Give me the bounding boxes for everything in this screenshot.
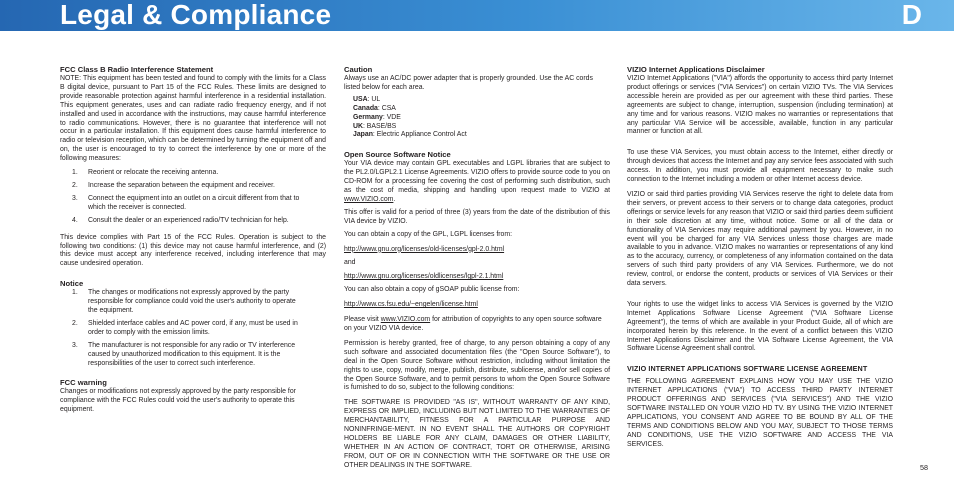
region-value: : UL (367, 95, 381, 103)
list-text: Shielded interface cables and AC power cord, if any, must be used in order to comply with the emission limits. (88, 319, 298, 336)
list-number: 3. (72, 194, 78, 202)
region-value: : VDE (382, 113, 401, 121)
list-number: 4. (72, 216, 78, 224)
oss-gsoap-intro: You can also obtain a copy of gSOAP public license from: (344, 286, 520, 294)
list-text: Consult the dealer or an experienced radio/TV technician for help. (88, 216, 289, 224)
list-number: 2. (72, 319, 78, 327)
list-item (353, 96, 610, 105)
vizio-link[interactable]: www.VIZIO.com (344, 195, 394, 203)
list-item (60, 289, 326, 316)
list-text: Increase the separation between the equipment and receiver. (88, 181, 275, 189)
list-item (60, 169, 326, 178)
region-label: Japan (353, 131, 373, 139)
chapter-title: Legal & Compliance (60, 0, 332, 30)
list-item (353, 105, 610, 114)
lgpl-license-link[interactable]: http://www.gnu.org/licenses/oldlicenses/lgpl-2.1.html (344, 273, 504, 281)
list-number: 2. (72, 181, 78, 189)
region-label: Canada (353, 104, 378, 112)
oss-permission-paragraph: Permission is hereby granted, free of charge, to any person obtaining a copy of any such software and associated documentation files (the "Open Source Software"), to deal in the Open Source Software without restriction, including without limitation the rights to use, copy, modify, merge, publish, distribute, sublicense, and/or sell copies of the Open Source Software, and to permit persons to whom the Open Source Software is furnished to do so, subject to the following conditions: (344, 339, 610, 392)
oss-offer-text: Your VIA device may contain GPL executables and LGPL libraries that are subject to the PL2.0/LGPL2.1 License Agreements. VIZIO offers to provide source code to you on CD-ROM for a processing fee covering the cost of performing such distribution, such as the cost of media, shipping and handling upon request made to VIZIO at (344, 160, 610, 195)
via-disclaimer-heading: VIZIO Internet Applications Disclaimer (627, 65, 765, 74)
fcc-warning-heading: FCC warning (60, 378, 107, 388)
ac-cord-list (353, 96, 610, 141)
fcc-warning-body: Changes or modifications not expressly approved by the party responsible for compliance with the FCC Rules could void the user's authority to operate this equipment. (60, 388, 296, 414)
via-license-heading: VIZIO INTERNET APPLICATIONS SOFTWARE LICENSE AGREEMENT (627, 364, 868, 374)
via-disclaimer-p1: VIZIO Internet Applications ("VIA") affords the opportunity to access third party Internet product offerings or services ("VIA Services") on certain VIZIO TVs. The VIA Services accessible herein are provided as per our agreement with these third parties. These agreements are subject to change, interruption, suspension (including termination) at any time and for various reasons. VIZIO makes no warranties or representations that any particular VIA Service will be accessible, available, function in any particular manner or function at all. (627, 75, 893, 136)
oss-and: and (344, 258, 356, 266)
list-number: 1. (72, 169, 78, 177)
column-middle (344, 65, 610, 471)
column-left (60, 65, 326, 415)
list-item (60, 195, 326, 213)
via-disclaimer-p3: VIZIO or said third parties providing VIA Services reserve the right to delete data from their servers, or prevent access to their servers or to change data categories, product offerings or service levels for any reason that VIZIO or said third parties deem sufficient in their sole discretion at any time, without notice. Some or all of the data or functionality of VIA Services may require additional payment by you. However, in no event will you be charged for any VIA Services unless those charges are made available to you in advance. VIZIO makes no warranties or representations of any kind as to the accuracy, currency, or completeness of any information contained on the data servers of such third party providers of any VIA Services. Furthermore, we do not review, control, or endorse the content, products or services of VIA Services or their data servers. (627, 190, 893, 288)
via-disclaimer-p4: Your rights to use the widget links to access VIA Services is governed by the VIZIO Internet Applications Software License Agreement ("VIA Software License Agreement"), the terms of which are available in your Product Guide, all of which are incorporated herein by this reference. In the event of a conflict between this VIZIO Internet Applications Disclaimer and the VIA Software License Agreement, the VIA Software License Agreement shall control. (627, 300, 893, 353)
list-number: 3. (72, 341, 78, 349)
list-number: 1. (72, 289, 78, 297)
vizio-link[interactable]: www.VIZIO.com (380, 316, 431, 324)
list-text: The changes or modifications not expressly approved by the party responsible for compliance could void the user's authority to operate the equipment. (88, 289, 296, 315)
fcc-measures-list (60, 169, 326, 226)
list-item (60, 182, 326, 191)
notice-list (60, 289, 326, 368)
gsoap-license-link[interactable]: http://www.cs.fsu.edu/~engelen/license.html (344, 301, 478, 309)
region-label: UK (353, 122, 363, 130)
caution-body: Always use an AC/DC power adapter that is properly grounded. Use the AC cords listed below for each area. (344, 75, 593, 91)
region-value: : CSA (377, 104, 396, 112)
caution-heading: Caution (344, 65, 373, 74)
oss-attribution-end: for attribution of copyrights to any open source software on your VIZIO VIA device. (344, 316, 602, 333)
via-license-body: THE FOLLOWING AGREEMENT EXPLAINS HOW YOU MAY USE THE VIZIO INTERNET APPLICATIONS ("VIA") TO ACCESS THIRD PARTY INTERNET PRODUCT OFFERINGS AND SERVICES ("VIA SERVICES") AND THE VIZIO SOFTWARE INSTALLED ON YOUR VIZIO HD TV. BY USING THE VIZIO INTERNET APPLICATIONS, YOU CONSENT AND AGREE TO BE BOUND BY ALL OF THE TERMS AND CONDITIONS BELOW AND YOU MAY, SUBJECT TO THOSE TERMS AND CONDITIONS, USE THE VIZIO SOFTWARE AND ACCESS THE VIA SERVICES. (627, 378, 893, 448)
oss-attribution-text: Please visit (344, 316, 381, 324)
list-item (353, 114, 610, 123)
page-number: 58 (920, 463, 928, 472)
list-item (60, 342, 326, 369)
oss-warranty-paragraph: THE SOFTWARE IS PROVIDED "AS IS", WITHOUT WARRANTY OF ANY KIND, EXPRESS OR IMPLIED, INCLUDING BUT NOT LIMITED TO THE WARRANTIES OF MERCHANTABILITY, FITNESS FOR A PARTICULAR PURPOSE AND NONINFRINGE-MENT. IN NO EVENT SHALL THE AUTHORS OR COPYRIGHT HOLDERS BE LIABLE FOR ANY CLAIM, DAMAGES OR OTHER LIABILITY, WHETHER IN AN ACTION OF CONTRACT, TORT OR OTHERWISE, ARISING FROM, OUT OF OR IN CONNECTION WITH THE SOFTWARE OR THE USE OR OTHER DEALINGS IN THE SOFTWARE. (344, 399, 610, 469)
oss-validity-paragraph: This offer is valid for a period of three (3) years from the date of the distribution of this VIA device by VIZIO. (344, 208, 610, 225)
chapter-letter: D (901, 0, 922, 30)
list-text: Reorient or relocate the receiving antenna. (88, 169, 219, 177)
gpl-license-link[interactable]: http://www.gnu.org/licenses/old-licenses/gpl-2.0.html (344, 245, 505, 253)
region-label: USA (353, 95, 368, 103)
oss-heading: Open Source Software Notice (344, 150, 451, 160)
region-value: : BASE/BS (362, 122, 397, 130)
oss-offer-end: . (393, 195, 396, 203)
list-item (60, 217, 326, 226)
region-label: Germany (353, 113, 383, 121)
list-text: The manufacturer is not responsible for any radio or TV interference caused by unauthorized modification to this equipment. It is the responsibilities of the user to correct such interference. (88, 341, 296, 367)
list-text: Connect the equipment into an outlet on a circuit different from that to which the receiver is connected. (88, 194, 300, 211)
list-item (353, 123, 610, 132)
oss-offer-paragraph (344, 160, 610, 205)
notice-heading: Notice (60, 279, 84, 289)
list-item (60, 320, 326, 338)
chapter-header (0, 0, 954, 31)
via-disclaimer-p2: To use these VIA Services, you must obtain access to the Internet, either directly or through devices that access the Internet and pay any service fees associated with such access. In addition, you must provide all equipment necessary to make such connection to the Internet including a modem or other Internet access device. (627, 149, 893, 184)
oss-gpl-intro: You can obtain a copy of the GPL, LGPL licenses from: (344, 230, 513, 238)
fcc-class-b-heading: FCC Class B Radio Interference Statement (60, 65, 214, 74)
column-right (627, 65, 893, 450)
fcc-part15-statement: This device complies with Part 15 of the FCC Rules. Operation is subject to the following two conditions: (1) this device may not cause harmful interference, and (2) this device must accept any interference received, including interference that may cause undesired operation. (60, 233, 326, 268)
fcc-class-b-body: NOTE: This equipment has been tested and found to comply with the limits for a Class B digital device, pursuant to Part 15 of the FCC Rules. These limits are designed to provide reasonable protection against harmful interference in a residential installation. This equipment generates, uses and can radiate radio frequency energy, and if not installed and used in accordance with the instructions, may cause harmful interference to radio communications. However, there is no guarantee that interference will not occur in a particular installation. If this equipment does cause harmful interference to radio or television reception, which can be determined by turning the equipment off and on, the user is encouraged to try to correct the interference by one or more of the following measures: (60, 75, 326, 163)
region-value: : Electric Appliance Control Act (372, 131, 467, 139)
oss-attribution-paragraph (344, 316, 610, 334)
list-item (353, 131, 610, 140)
